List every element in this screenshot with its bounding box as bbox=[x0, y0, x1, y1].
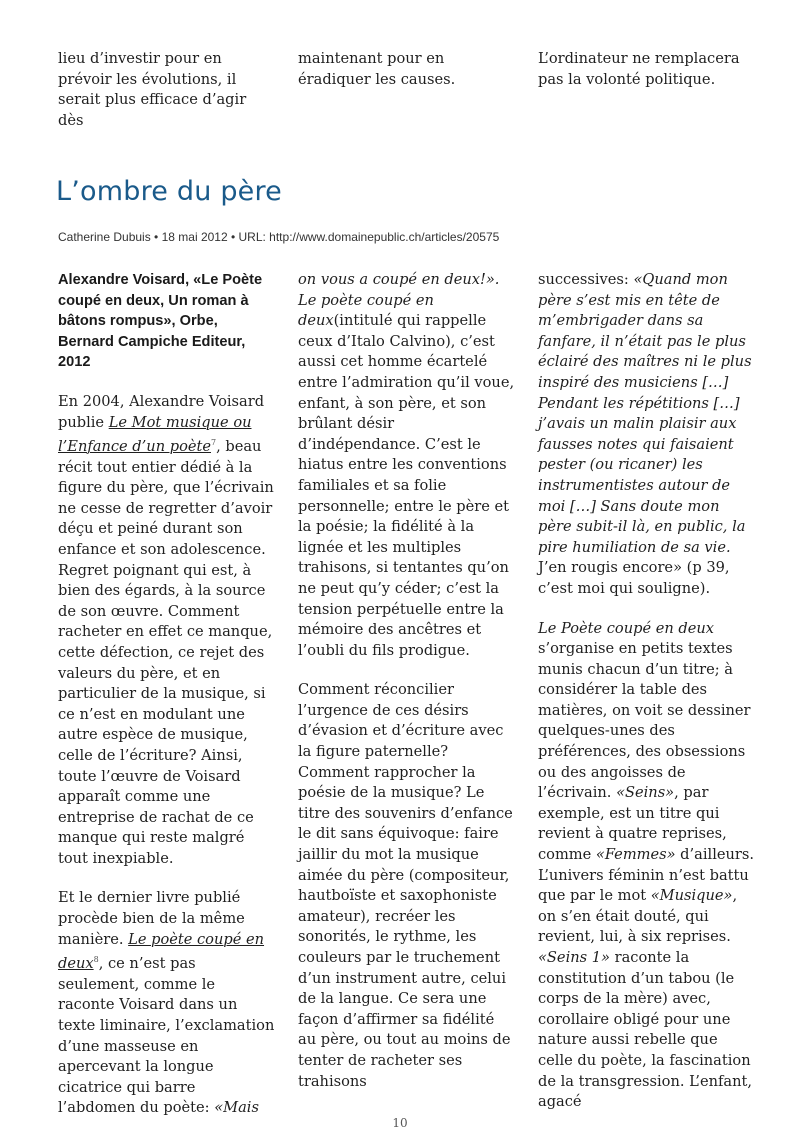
paragraph: Le Poète coupé en deux s’organise en petits textes munis chacun d’un titre; à considérer la table des matières, on voit se dessiner quelques-unes des préférences, des obsessions ou des angoisses de l’écrivain. «Seins», par exemple, est un titre qui revient à quatre reprises, comme «Femmes» d’ailleurs. L’univers féminin n’est battu que par le mot «Musique», on s’en était douté, qui revient, lui, à six reprises. «Seins 1» raconte la constitution d’un tabou (le corps de la mère) avec, corollaire obligé pour une nature aussi rebelle que celle du poète, la fascination de la transgression. L’enfant, agacé bbox=[538, 619, 755, 1111]
paragraph: En 2004, Alexandre Voisard publie Le Mot musique ou l’Enfance d’un poète$^7$, beau récit tout entier dédié à la figure du père, que l’écrivain ne cesse de regretter d’avoir déçu et peiné durant son enfance et son adolescence. Regret poignant qui est, à bien des égards, à la source de son œuvre. Comment racheter en effet ce manque, cette défection, ce rejet des valeurs du père, et en particulier de la musique, si ce n’est en modulant une autre espèce de musique, celle de l’écriture? Ainsi, toute l’œuvre de Voisard apparaît comme une entreprise de rachat de ce manque qui reste malgré tout inexpiable. bbox=[58, 392, 274, 867]
prev-article-col2 bbox=[298, 49, 516, 109]
paragraph: Comment réconcilier l’urgence de ces désirs d’évasion et d’écriture avec la figure paternelle? Comment rapprocher la poésie de la musique? Le titre des souvenirs d’enfance le dit sans équivoque: faire jaillir du mot la musique aimée du père (compositeur, hautboïste et saxophoniste amateur), recréer les sonorités, le rythme, les couleurs par le truchement d’un instrument autre, celui de la langue. Ce sera une façon d’affirmer sa fidélité au père, ou tout au moins de tenter de racheter ses trahisons bbox=[298, 681, 513, 1090]
prev-article-col3 bbox=[538, 49, 756, 109]
article-column-1 bbox=[58, 270, 276, 1138]
prev-paragraph: maintenant pour en éradiquer les causes. bbox=[298, 50, 456, 88]
article-title: L’ombre du père bbox=[56, 176, 282, 207]
article-column-3 bbox=[538, 270, 756, 1132]
article-column-2 bbox=[298, 270, 516, 1111]
article-byline: Catherine Dubuis • 18 mai 2012 • URL: http://www.domainepublic.ch/articles/20575 bbox=[58, 230, 500, 244]
book-link[interactable]: Le poète coupé en deux bbox=[58, 930, 265, 973]
footnote-ref[interactable]: 7 bbox=[211, 438, 217, 448]
paragraph: successives: «Quand mon père s’est mis en tête de m’embrigader dans sa fanfare, il n’était pas le plus éclairé des maîtres ni le plus inspiré des musiciens […] Pendant les répétitions […] j’avais un malin plaisir aux fausses notes qui faisaient pester (ou ricaner) les instrumentistes autour de moi […] Sans doute mon père subit-il là, en public, la pire humiliation de sa vie. J’en rougis encore» (p 39, c’est moi qui souligne). bbox=[538, 271, 752, 597]
prev-article-col1 bbox=[58, 49, 276, 150]
prev-paragraph: lieu d’investir pour en prévoir les évolutions, il serait plus efficace d’agir dès bbox=[58, 50, 247, 129]
book-reference: Alexandre Voisard, «Le Poète coupé en deux, Un roman à bâtons rompus», Orbe, Bernard Campiche Editeur, 2012 bbox=[58, 272, 263, 371]
footnote-ref[interactable]: 8 bbox=[93, 955, 99, 965]
paragraph: on vous a coupé en deux!». Le poète coupé en deux(intitulé qui rappelle ceux d’Italo Calvino), c’est aussi cet homme écartelé entre l’admiration qu’il voue, enfant, à son père, et son brûlant désir d’indépendance. C’est le hiatus entre les conventions familiales et sa folie personnelle; entre le père et la poésie; la fidélité à la lignée et les multiples trahisons, si tentantes qu’on ne peut qu’y céder; c’est la tension perpétuelle entre la mémoire des ancêtres et l’oubli du fils prodigue. bbox=[298, 271, 515, 659]
paragraph: Et le dernier livre publié procède bien de la même manière. Le poète coupé en deux$^8$, ce n’est pas seulement, comme le raconte Voisard dans un texte liminaire, l’exclamation d’une masseuse en apercevant la longue cicatrice qui barre l’abdomen du poète: «Mais bbox=[58, 889, 275, 1117]
book-link[interactable]: Le Mot musique ou l’Enfance d’un poète bbox=[58, 413, 252, 456]
prev-paragraph: L’ordinateur ne remplacera pas la volonté politique. bbox=[538, 50, 740, 88]
page-number: 10 bbox=[392, 1116, 408, 1130]
